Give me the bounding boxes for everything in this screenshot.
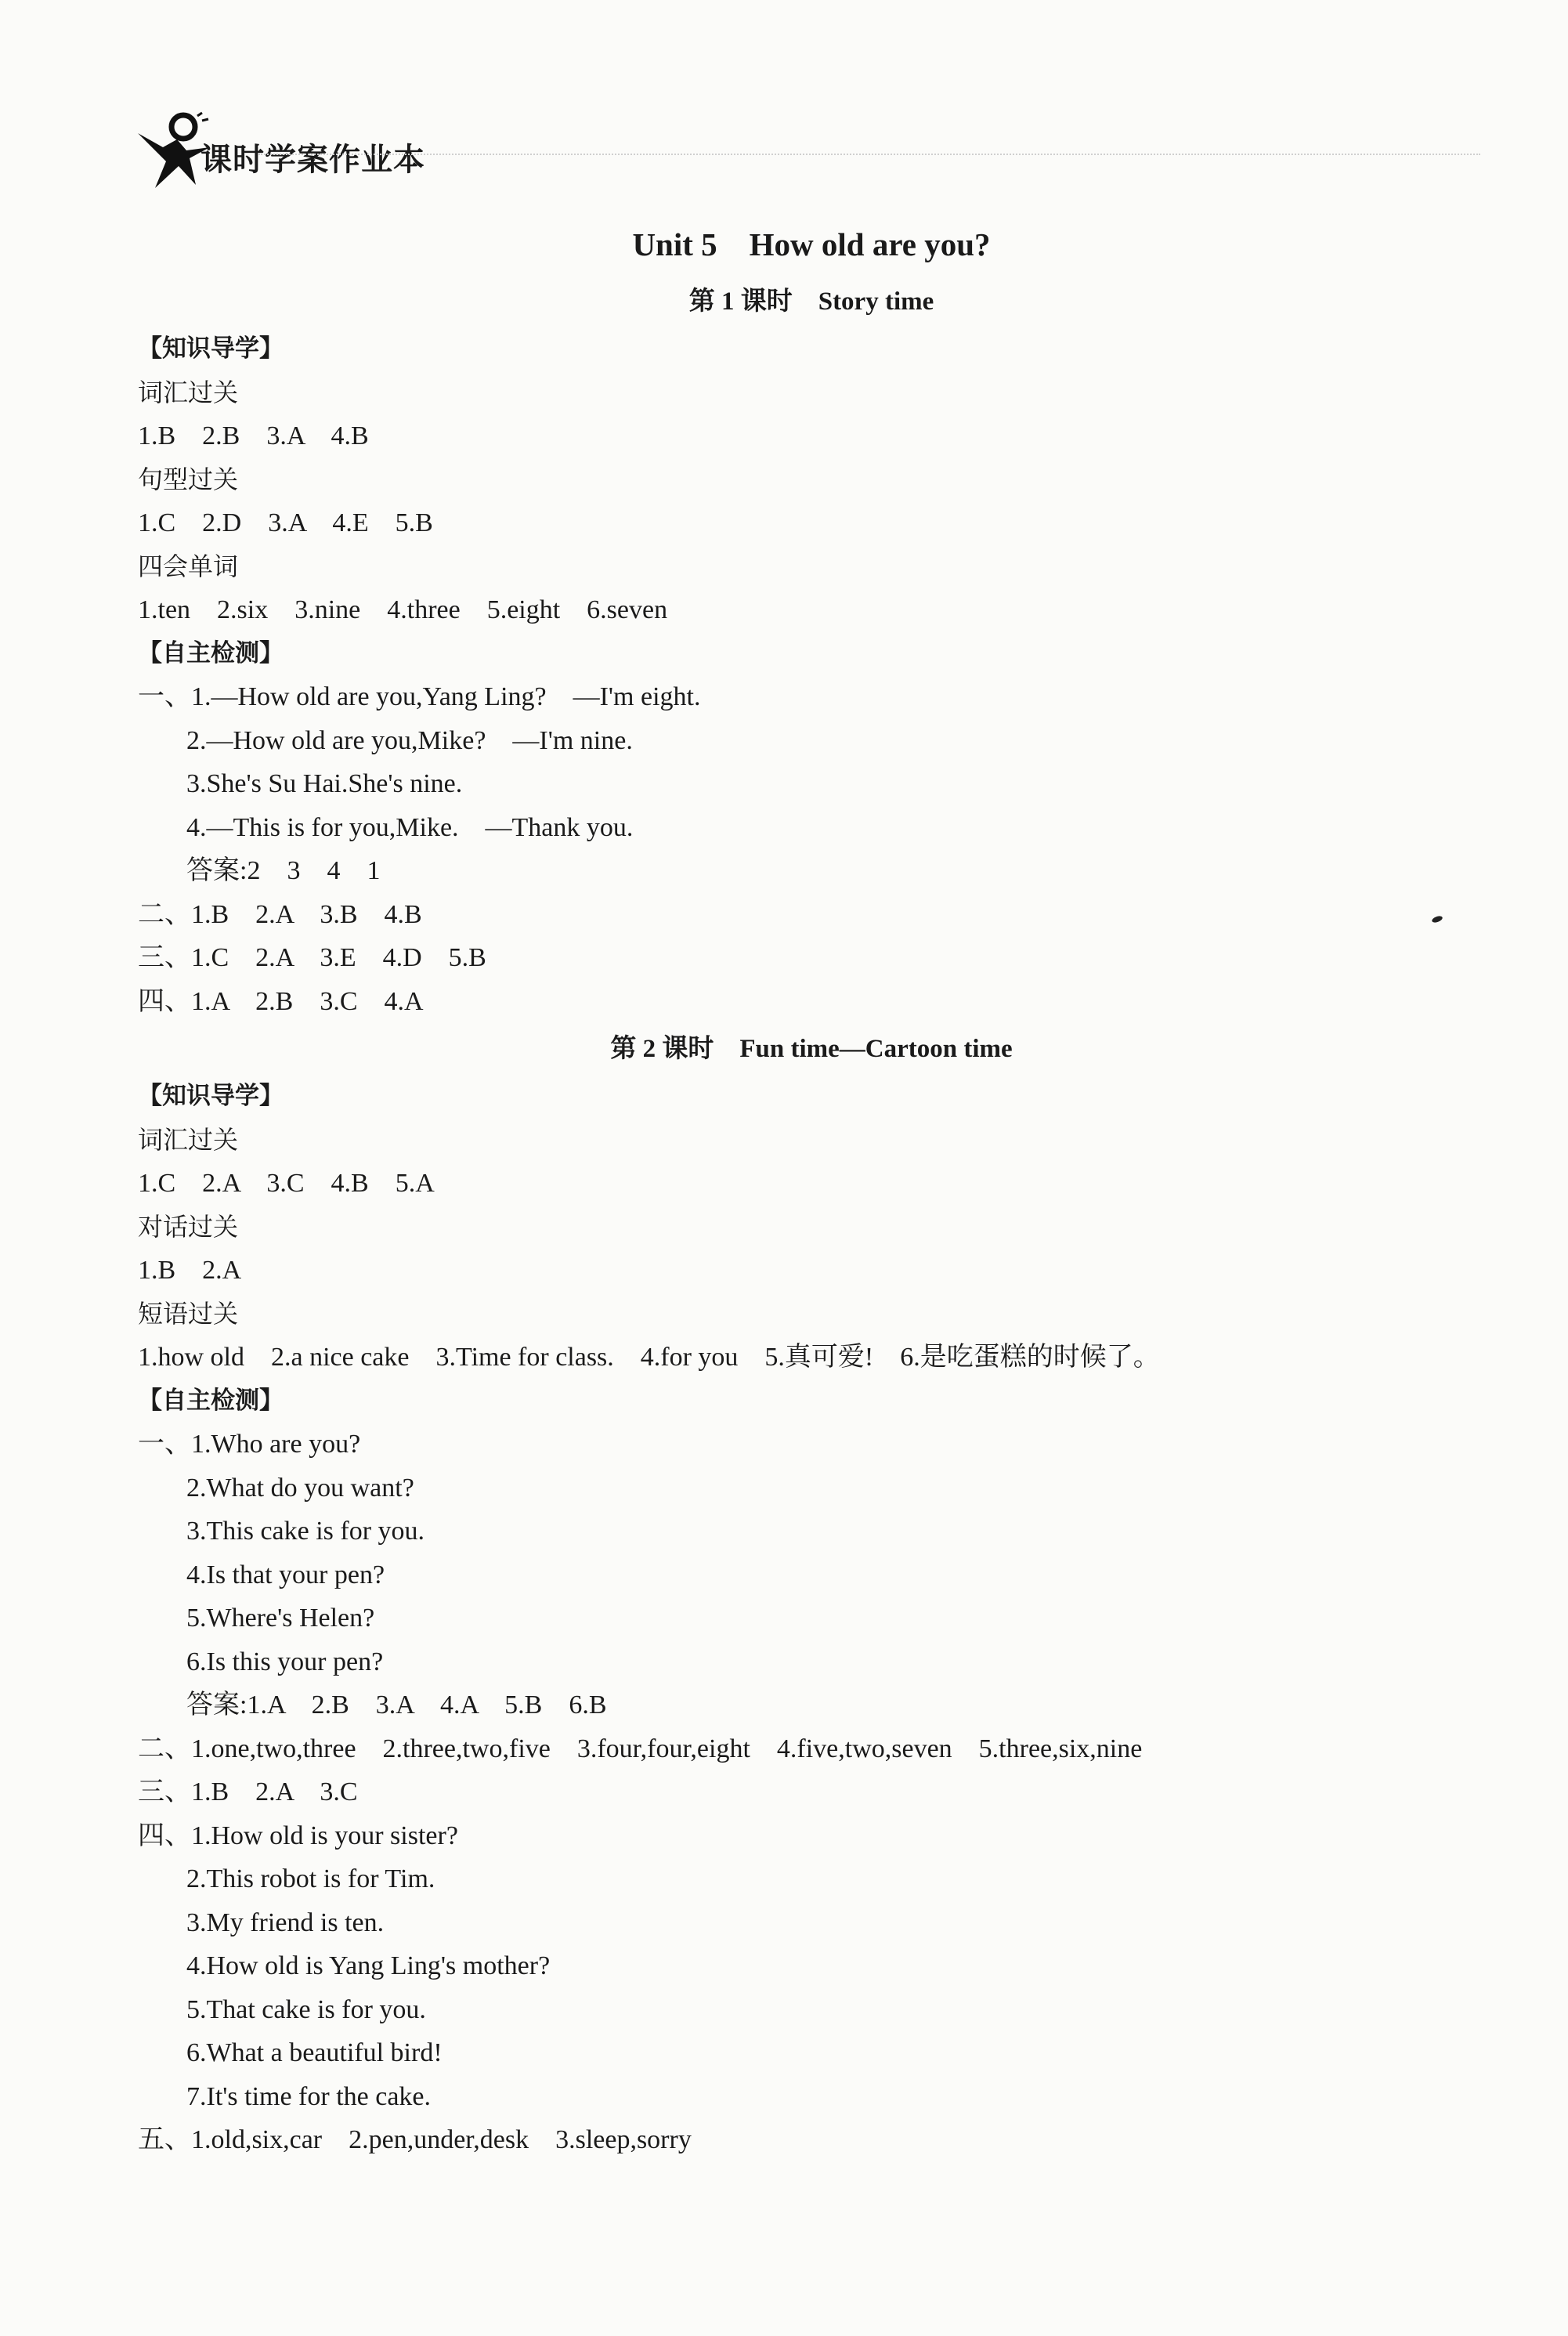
brand-title: 课时学案作业本 [201,141,425,178]
lesson-1 [138,276,1485,1023]
answer-line: 4.—This is for you,Mike. —Thank you. [186,812,634,842]
answer-line: 一、1.Who are you? [138,1430,361,1459]
subsection-label: 短语过关 [138,1298,239,1329]
answer-line: 2.This robot is for Tim. [186,1864,435,1893]
answer-line: 1.B 2.B 3.A 4.B [138,421,369,450]
section-heading: 【自主检测】 [138,638,284,667]
lesson-title: 第 2 课时 Fun time—Cartoon time [610,1035,1013,1063]
unit-title: Unit 5 How old are you? [632,226,991,262]
lesson-title: 第 1 课时 Story time [688,287,934,316]
header-divider [258,154,1480,155]
answer-line: 1.how old 2.a nice cake 3.Time for class. 4.for you 5.真可爱! 6.是吃蛋糕的时候了。 [138,1343,1160,1372]
answer-line: 6.Is this your pen? [186,1647,384,1676]
subsection-label: 词汇过关 [138,377,239,407]
answer-line: 2.—How old are you,Mike? —I'm nine. [186,725,633,755]
answer-line: 一、1.—How old are you,Yang Ling? —I'm eight. [138,682,701,711]
answer-line: 4.How old is Yang Ling's mother? [186,1951,551,1980]
answer-key [138,213,1485,2162]
section-heading: 【知识导学】 [138,1082,284,1110]
answer-line: 7.It's time for the cake. [186,2081,432,2111]
section-heading: 【自主检测】 [138,1386,284,1415]
answer-line: 3.She's Su Hai.She's nine. [186,769,463,798]
answer-line: 4.Is that your pen? [186,1560,385,1589]
subsection-label: 对话过关 [138,1211,239,1242]
book-brand [132,110,425,196]
lesson-2 [138,1023,1485,2162]
section-heading: 【知识导学】 [138,334,284,363]
answer-line: 1.B 2.A [138,1256,242,1285]
answer-line: 二、1.one,two,three 2.three,two,five 3.four,four,eight 4.five,two,seven 5.three,six,nine [138,1734,1143,1763]
answer-line: 2.What do you want? [186,1473,414,1502]
answer-line: 二、1.B 2.A 3.B 4.B [138,899,422,929]
answer-line: 四、1.How old is your sister? [138,1821,458,1850]
answer-line: 3.This cake is for you. [186,1517,425,1546]
answer-line: 6.What a beautiful bird! [186,2038,443,2067]
answer-line: 答案:1.A 2.B 3.A 4.A 5.B 6.B [186,1691,607,1719]
answer-line: 1.C 2.A 3.C 4.B 5.A [138,1169,435,1198]
answer-line: 五、1.old,six,car 2.pen,under,desk 3.sleep,sorry [138,2125,692,2154]
answer-line: 5.Where's Helen? [186,1604,375,1633]
answer-line: 5.That cake is for you. [186,1994,426,2024]
subsection-label: 词汇过关 [138,1124,239,1155]
answer-line: 答案:2 3 4 1 [186,856,381,885]
subsection-label: 句型过关 [138,464,239,494]
answer-line: 1.ten 2.six 3.nine 4.three 5.eight 6.seven [138,595,668,624]
answer-line: 三、1.B 2.A 3.C [138,1777,358,1806]
answer-line: 四、1.A 2.B 3.C 4.A [138,986,424,1016]
answer-line: 3.My friend is ten. [186,1907,385,1937]
answer-line: 1.C 2.D 3.A 4.E 5.B [138,508,433,537]
subsection-label: 四会单词 [138,551,239,581]
answer-line: 三、1.C 2.A 3.E 4.D 5.B [138,943,486,972]
